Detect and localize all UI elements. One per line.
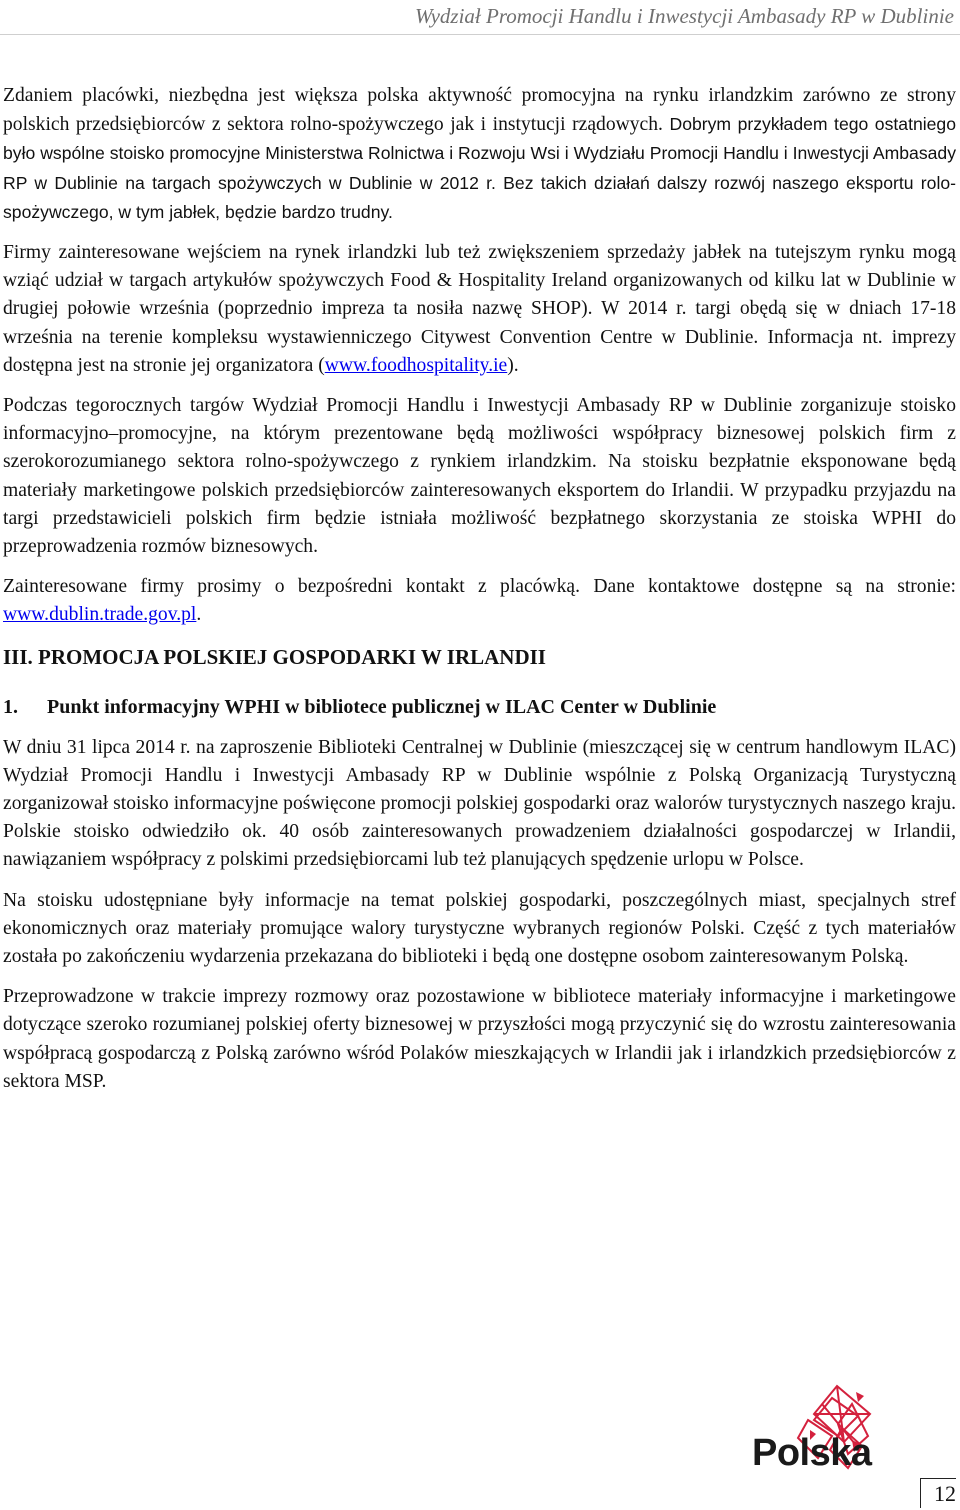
paragraph-2 bbox=[3, 239, 956, 380]
foodhospitality-link[interactable]: www.foodhospitality.ie bbox=[324, 354, 508, 376]
paragraph-6: Na stoisku udostępniane były informacje na temat polskiej gospodarki, poszczególnych miast, specjalnych stref ekonomicznych oraz materiały promujące walory turystyczne wybranych regionów Polski. Część z tych materiałów została po zakończeniu wydarzenia przekazana do biblioteki i będą one dostępne osobom zainteresowanym Polską. bbox=[3, 889, 956, 968]
paragraph-2-part-3: ). bbox=[507, 354, 519, 376]
subsection-heading bbox=[3, 692, 956, 722]
subsection-title: Punkt informacyjny WPHI w bibliotece publicznej w ILAC Center w Dublinie bbox=[47, 695, 717, 718]
paragraph-2-part-2: W 2014 r. targi obędą się w dniach 17-18 września na terenie kompleksu wystawienniczego Citywest Convention Centre w Dublinie. Informacja nt. imprezy dostępna jest na stronie jej organizatora ( bbox=[3, 298, 956, 376]
paragraph-1-part-3: targach spożywczych w Dublinie w 2012 r. Bez takich działań dalszy rozwój naszego eksportu rolo-spożywczego, w tym jabłek, będzie bardzo trudny. bbox=[3, 172, 956, 222]
polska-logo-text: Polska bbox=[752, 1432, 872, 1474]
page-header-title: Wydział Promocji Handlu i Inwestycji Ambasady RP w Dublinie bbox=[415, 4, 954, 28]
paragraph-5: W dniu 31 lipca 2014 r. na zaproszenie Biblioteki Centralnej w Dublinie (mieszczącej się w centrum handlowym ILAC) Wydział Promocji Handlu i Inwestycji Ambasady RP w Dublinie wspólnie z Polską Organizacją Turystyczną zorganizował stoisko informacyjne poświęcone promocji polskiej gospodarki oraz walorów turystycznych naszego kraju. Polskie stoisko odwiedziło ok. 40 osób zainteresowanych prowadzeniem działalności gospodarczej w Irlandii, nawiązaniem współpracy z polskimi przedsiębiorcami lub też planujących spędzenie urlopu w Polsce. bbox=[3, 736, 956, 871]
paragraph-4-part-1: Zainteresowane firmy prosimy o bezpośredni kontakt z placówką. Dane kontaktowe dostępne są na stronie: bbox=[3, 576, 956, 598]
header-divider bbox=[0, 34, 960, 35]
subsection-number: 1. bbox=[3, 695, 18, 718]
paragraph-1-part-1: Zdaniem placówki, niezbędna jest większa polska aktywność promocyjna na rynku irlandzkim zarówno ze strony polskich przedsiębiorców z sektora rolno-spożywczego jak i instytucji rządowych. bbox=[3, 85, 956, 136]
paragraph-1 bbox=[3, 82, 956, 227]
paragraph-4 bbox=[3, 573, 956, 629]
dublin-trade-link[interactable]: www.dublin.trade.gov.pl bbox=[3, 604, 197, 626]
page-number: 12 bbox=[920, 1478, 956, 1508]
paragraph-3: Podczas tegorocznych targów Wydział Promocji Handlu i Inwestycji Ambasady RP w Dublinie zorganizuje stoisko informacyjno–promocyjne, na którym prezentowane będą możliwości współpracy biznesowej polskich firm z szerokorozumianego sektora rolno-spożywczego z rynkiem irlandzkim. Na stoisku bezpłatnie eksponowane będą materiały marketingowe polskich przedsiębiorców zainteresowanych eksportem do Irlandii. W przypadku przyjazdu na targi przedstawicieli polskich firm będzie istniała możliwość bezpłatnego skorzystania ze stoiska WPHI do przeprowadzenia rozmów biznesowych. bbox=[3, 395, 956, 558]
paragraph-2-part-1: Firmy zainteresowane wejściem na rynek irlandzki lub też zwiększeniem sprzedaży jabłek na tutejszym rynku mogą wziąć udział w targach artykułów spożywczych Food & Hospitality Ireland organizowanych od kilku lat w Dublinie w drugiej połowie września (poprzednio impreza ta nosiła nazwę SHOP). bbox=[3, 242, 956, 320]
paragraph-4-part-2: . bbox=[196, 604, 202, 626]
document-body bbox=[3, 82, 956, 1108]
paragraph-1-part-2: Dobrym przykładem tego ostatniego było wspólne stoisko promocyjne Ministerstwa Rolnictwa i Rozwoju Wsi i Wydziału Promocji Handlu i Inwestycji Ambasady RP w Dublinie na bbox=[3, 114, 957, 193]
section-heading: III. PROMOCJA POLSKIEJ GOSPODARKI W IRLANDII bbox=[3, 644, 546, 669]
paragraph-7: Przeprowadzone w trakcie imprezy rozmowy oraz pozostawione w bibliotece materiały informacyjne i marketingowe dotyczące szeroko rozumianej polskiej oferty biznesowej w przyszłości mogą przyczynić się do wzrostu zainteresowania współpracą gospodarczą z Polską zarówno wśród Polaków mieszkających w Irlandii jak i irlandzkich przedsiębiorców z sektora MSP. bbox=[3, 986, 956, 1092]
